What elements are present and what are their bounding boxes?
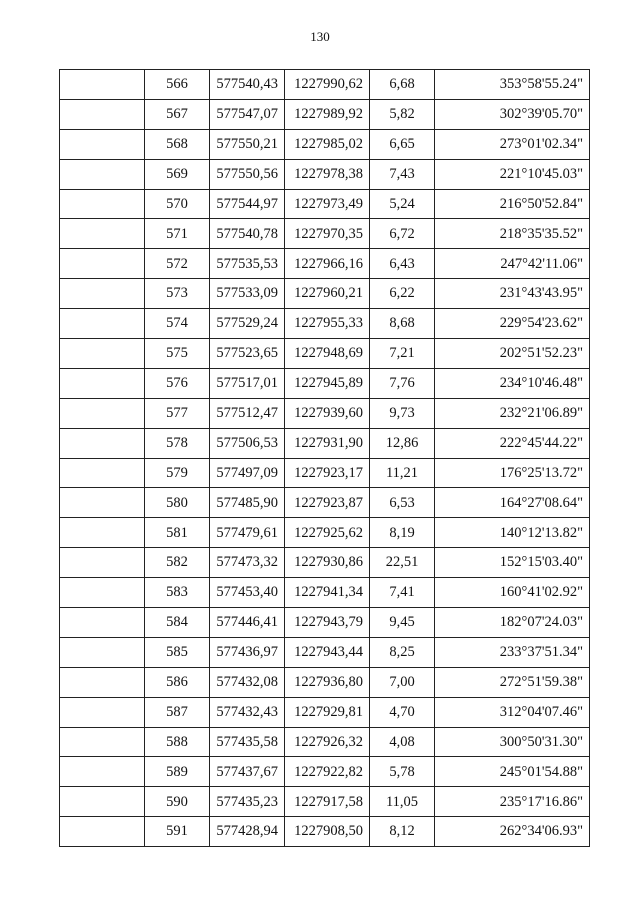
table-row xyxy=(60,279,590,309)
y-coordinate-cell: 1227936,80 xyxy=(285,667,370,697)
y-coordinate-cell: 1227926,32 xyxy=(285,727,370,757)
blank-cell xyxy=(60,578,145,608)
coordinates-table xyxy=(59,69,590,847)
x-coordinate-cell: 577435,23 xyxy=(210,787,285,817)
blank-cell xyxy=(60,339,145,369)
table-row xyxy=(60,368,590,398)
distance-cell: 4,70 xyxy=(370,697,435,727)
blank-cell xyxy=(60,518,145,548)
bearing-cell: 176°25'13.72" xyxy=(435,458,590,488)
blank-cell xyxy=(60,428,145,458)
point-number-cell: 589 xyxy=(145,757,210,787)
x-coordinate-cell: 577428,94 xyxy=(210,817,285,847)
x-coordinate-cell: 577453,40 xyxy=(210,578,285,608)
point-number-cell: 576 xyxy=(145,368,210,398)
table-row xyxy=(60,548,590,578)
bearing-cell: 234°10'46.48" xyxy=(435,368,590,398)
table-row xyxy=(60,488,590,518)
point-number-cell: 583 xyxy=(145,578,210,608)
blank-cell xyxy=(60,70,145,100)
bearing-cell: 221°10'45.03" xyxy=(435,159,590,189)
y-coordinate-cell: 1227930,86 xyxy=(285,548,370,578)
y-coordinate-cell: 1227989,92 xyxy=(285,99,370,129)
bearing-cell: 312°04'07.46" xyxy=(435,697,590,727)
table-row xyxy=(60,189,590,219)
x-coordinate-cell: 577479,61 xyxy=(210,518,285,548)
point-number-cell: 571 xyxy=(145,219,210,249)
point-number-cell: 574 xyxy=(145,309,210,339)
bearing-cell: 140°12'13.82" xyxy=(435,518,590,548)
bearing-cell: 353°58'55.24" xyxy=(435,70,590,100)
x-coordinate-cell: 577432,43 xyxy=(210,697,285,727)
y-coordinate-cell: 1227945,89 xyxy=(285,368,370,398)
table-row xyxy=(60,129,590,159)
point-number-cell: 588 xyxy=(145,727,210,757)
blank-cell xyxy=(60,99,145,129)
bearing-cell: 229°54'23.62" xyxy=(435,309,590,339)
table-row xyxy=(60,339,590,369)
x-coordinate-cell: 577517,01 xyxy=(210,368,285,398)
distance-cell: 7,43 xyxy=(370,159,435,189)
blank-cell xyxy=(60,787,145,817)
x-coordinate-cell: 577550,21 xyxy=(210,129,285,159)
y-coordinate-cell: 1227973,49 xyxy=(285,189,370,219)
bearing-cell: 247°42'11.06" xyxy=(435,249,590,279)
blank-cell xyxy=(60,637,145,667)
y-coordinate-cell: 1227990,62 xyxy=(285,70,370,100)
distance-cell: 8,25 xyxy=(370,637,435,667)
point-number-cell: 566 xyxy=(145,70,210,100)
y-coordinate-cell: 1227908,50 xyxy=(285,817,370,847)
x-coordinate-cell: 577437,67 xyxy=(210,757,285,787)
x-coordinate-cell: 577550,56 xyxy=(210,159,285,189)
x-coordinate-cell: 577432,08 xyxy=(210,667,285,697)
distance-cell: 7,00 xyxy=(370,667,435,697)
table-row xyxy=(60,159,590,189)
x-coordinate-cell: 577544,97 xyxy=(210,189,285,219)
distance-cell: 6,65 xyxy=(370,129,435,159)
blank-cell xyxy=(60,189,145,219)
distance-cell: 6,72 xyxy=(370,219,435,249)
y-coordinate-cell: 1227943,79 xyxy=(285,608,370,638)
blank-cell xyxy=(60,129,145,159)
y-coordinate-cell: 1227955,33 xyxy=(285,309,370,339)
x-coordinate-cell: 577523,65 xyxy=(210,339,285,369)
coordinates-table-body xyxy=(60,70,590,847)
point-number-cell: 586 xyxy=(145,667,210,697)
point-number-cell: 572 xyxy=(145,249,210,279)
bearing-cell: 272°51'59.38" xyxy=(435,667,590,697)
distance-cell: 9,45 xyxy=(370,608,435,638)
y-coordinate-cell: 1227960,21 xyxy=(285,279,370,309)
blank-cell xyxy=(60,488,145,518)
distance-cell: 8,68 xyxy=(370,309,435,339)
y-coordinate-cell: 1227948,69 xyxy=(285,339,370,369)
bearing-cell: 222°45'44.22" xyxy=(435,428,590,458)
x-coordinate-cell: 577506,53 xyxy=(210,428,285,458)
distance-cell: 12,86 xyxy=(370,428,435,458)
y-coordinate-cell: 1227978,38 xyxy=(285,159,370,189)
bearing-cell: 245°01'54.88" xyxy=(435,757,590,787)
table-row xyxy=(60,817,590,847)
y-coordinate-cell: 1227943,44 xyxy=(285,637,370,667)
blank-cell xyxy=(60,757,145,787)
point-number-cell: 579 xyxy=(145,458,210,488)
y-coordinate-cell: 1227922,82 xyxy=(285,757,370,787)
table-row xyxy=(60,578,590,608)
distance-cell: 6,43 xyxy=(370,249,435,279)
point-number-cell: 587 xyxy=(145,697,210,727)
distance-cell: 4,08 xyxy=(370,727,435,757)
table-row xyxy=(60,249,590,279)
distance-cell: 22,51 xyxy=(370,548,435,578)
point-number-cell: 582 xyxy=(145,548,210,578)
bearing-cell: 262°34'06.93" xyxy=(435,817,590,847)
x-coordinate-cell: 577540,43 xyxy=(210,70,285,100)
x-coordinate-cell: 577473,32 xyxy=(210,548,285,578)
table-row xyxy=(60,697,590,727)
x-coordinate-cell: 577529,24 xyxy=(210,309,285,339)
distance-cell: 5,24 xyxy=(370,189,435,219)
bearing-cell: 231°43'43.95" xyxy=(435,279,590,309)
distance-cell: 6,53 xyxy=(370,488,435,518)
bearing-cell: 182°07'24.03" xyxy=(435,608,590,638)
blank-cell xyxy=(60,398,145,428)
table-row xyxy=(60,70,590,100)
bearing-cell: 233°37'51.34" xyxy=(435,637,590,667)
table-row xyxy=(60,667,590,697)
table-row xyxy=(60,518,590,548)
point-number-cell: 578 xyxy=(145,428,210,458)
point-number-cell: 590 xyxy=(145,787,210,817)
distance-cell: 11,21 xyxy=(370,458,435,488)
table-row xyxy=(60,608,590,638)
bearing-cell: 273°01'02.34" xyxy=(435,129,590,159)
bearing-cell: 218°35'35.52" xyxy=(435,219,590,249)
blank-cell xyxy=(60,279,145,309)
bearing-cell: 160°41'02.92" xyxy=(435,578,590,608)
distance-cell: 7,76 xyxy=(370,368,435,398)
bearing-cell: 232°21'06.89" xyxy=(435,398,590,428)
y-coordinate-cell: 1227939,60 xyxy=(285,398,370,428)
blank-cell xyxy=(60,817,145,847)
table-row xyxy=(60,727,590,757)
distance-cell: 6,68 xyxy=(370,70,435,100)
blank-cell xyxy=(60,727,145,757)
bearing-cell: 216°50'52.84" xyxy=(435,189,590,219)
point-number-cell: 591 xyxy=(145,817,210,847)
y-coordinate-cell: 1227931,90 xyxy=(285,428,370,458)
blank-cell xyxy=(60,548,145,578)
table-row xyxy=(60,458,590,488)
bearing-cell: 152°15'03.40" xyxy=(435,548,590,578)
table-row xyxy=(60,428,590,458)
point-number-cell: 567 xyxy=(145,99,210,129)
blank-cell xyxy=(60,697,145,727)
bearing-cell: 302°39'05.70" xyxy=(435,99,590,129)
distance-cell: 7,41 xyxy=(370,578,435,608)
y-coordinate-cell: 1227970,35 xyxy=(285,219,370,249)
point-number-cell: 569 xyxy=(145,159,210,189)
bearing-cell: 202°51'52.23" xyxy=(435,339,590,369)
blank-cell xyxy=(60,368,145,398)
point-number-cell: 570 xyxy=(145,189,210,219)
point-number-cell: 575 xyxy=(145,339,210,369)
x-coordinate-cell: 577547,07 xyxy=(210,99,285,129)
point-number-cell: 573 xyxy=(145,279,210,309)
blank-cell xyxy=(60,667,145,697)
y-coordinate-cell: 1227929,81 xyxy=(285,697,370,727)
table-row xyxy=(60,757,590,787)
table-row xyxy=(60,219,590,249)
point-number-cell: 585 xyxy=(145,637,210,667)
distance-cell: 8,12 xyxy=(370,817,435,847)
distance-cell: 5,82 xyxy=(370,99,435,129)
y-coordinate-cell: 1227917,58 xyxy=(285,787,370,817)
x-coordinate-cell: 577535,53 xyxy=(210,249,285,279)
x-coordinate-cell: 577512,47 xyxy=(210,398,285,428)
table-row xyxy=(60,398,590,428)
point-number-cell: 581 xyxy=(145,518,210,548)
table-row xyxy=(60,99,590,129)
x-coordinate-cell: 577436,97 xyxy=(210,637,285,667)
table-row xyxy=(60,637,590,667)
y-coordinate-cell: 1227923,87 xyxy=(285,488,370,518)
point-number-cell: 584 xyxy=(145,608,210,638)
point-number-cell: 580 xyxy=(145,488,210,518)
x-coordinate-cell: 577485,90 xyxy=(210,488,285,518)
point-number-cell: 577 xyxy=(145,398,210,428)
page-number: 130 xyxy=(310,29,330,44)
distance-cell: 11,05 xyxy=(370,787,435,817)
distance-cell: 9,73 xyxy=(370,398,435,428)
table-row xyxy=(60,787,590,817)
point-number-cell: 568 xyxy=(145,129,210,159)
bearing-cell: 164°27'08.64" xyxy=(435,488,590,518)
distance-cell: 8,19 xyxy=(370,518,435,548)
x-coordinate-cell: 577497,09 xyxy=(210,458,285,488)
y-coordinate-cell: 1227941,34 xyxy=(285,578,370,608)
table-row xyxy=(60,309,590,339)
blank-cell xyxy=(60,458,145,488)
y-coordinate-cell: 1227923,17 xyxy=(285,458,370,488)
blank-cell xyxy=(60,309,145,339)
x-coordinate-cell: 577446,41 xyxy=(210,608,285,638)
x-coordinate-cell: 577533,09 xyxy=(210,279,285,309)
x-coordinate-cell: 577540,78 xyxy=(210,219,285,249)
blank-cell xyxy=(60,249,145,279)
bearing-cell: 300°50'31.30" xyxy=(435,727,590,757)
distance-cell: 5,78 xyxy=(370,757,435,787)
x-coordinate-cell: 577435,58 xyxy=(210,727,285,757)
distance-cell: 6,22 xyxy=(370,279,435,309)
blank-cell xyxy=(60,219,145,249)
y-coordinate-cell: 1227966,16 xyxy=(285,249,370,279)
bearing-cell: 235°17'16.86" xyxy=(435,787,590,817)
y-coordinate-cell: 1227925,62 xyxy=(285,518,370,548)
y-coordinate-cell: 1227985,02 xyxy=(285,129,370,159)
blank-cell xyxy=(60,159,145,189)
blank-cell xyxy=(60,608,145,638)
distance-cell: 7,21 xyxy=(370,339,435,369)
